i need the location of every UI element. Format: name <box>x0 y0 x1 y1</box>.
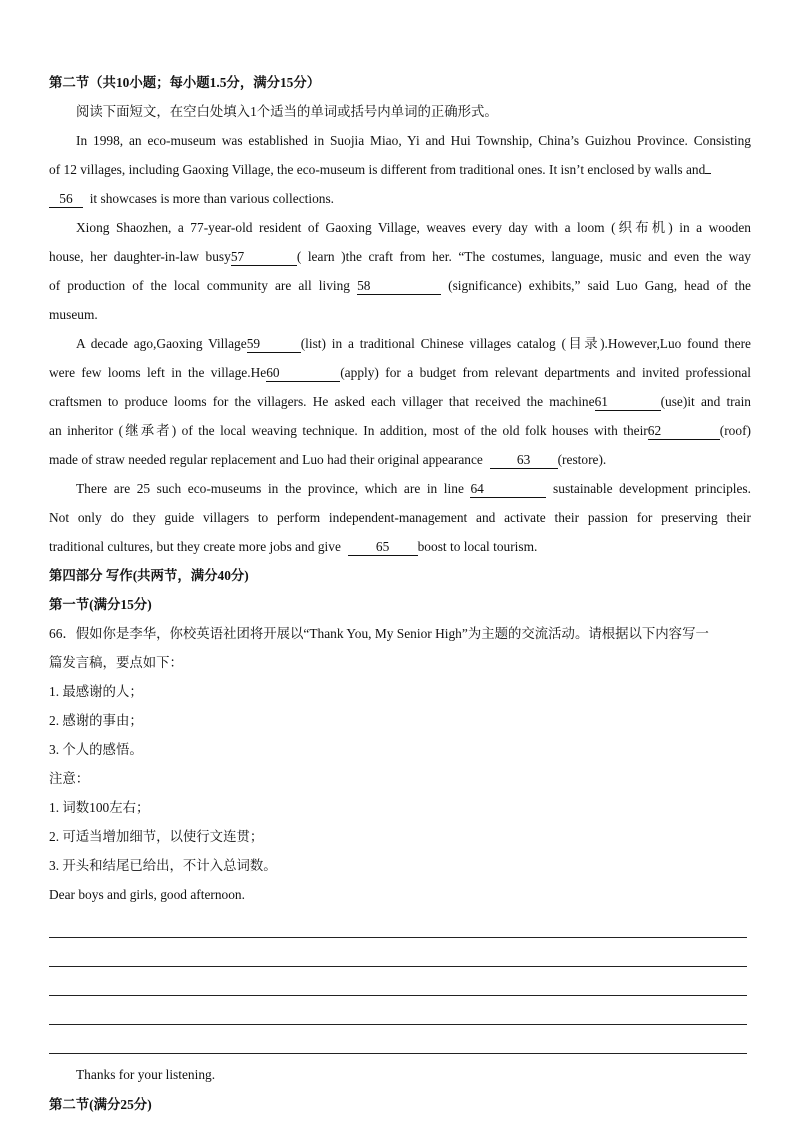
part4-section2-heading: 第二节(满分25分) <box>49 1097 152 1112</box>
part4-heading: 第四部分 写作(共两节，满分40分) <box>49 568 249 583</box>
blank-65[interactable]: 65 <box>348 539 418 556</box>
p4-line2: Not only do they guide villagers to perform independent-management and activate their passion for preserving their <box>49 510 751 525</box>
writing-line[interactable] <box>49 967 747 996</box>
note-2: 2. 可适当增加细节，以使行文连贯； <box>49 829 264 844</box>
p3-line5: made of straw needed regular replacement and Luo had their original appearance 63 (restore). <box>49 452 607 467</box>
p2-line3: of production of the local community are all living 58 (significance) exhibits,” said Luo Gang, head of the <box>49 278 751 293</box>
blank-60[interactable]: 60 <box>266 365 340 382</box>
q66-prompt-line2: 篇发言稿，要点如下： <box>49 655 183 670</box>
p3-line3: craftsmen to produce looms for the villagers. He asked each villager that received the machine61 (use)it and train <box>49 394 751 409</box>
p3-line1: A decade ago,Gaoxing Village59 (list) in a traditional Chinese villages catalog (目录).However,Luo found there <box>76 336 751 351</box>
blank-58[interactable]: 58 <box>357 278 441 295</box>
p2-line4: museum. <box>49 307 98 322</box>
blank-56[interactable]: 56 <box>49 191 83 208</box>
writing-line[interactable] <box>49 938 747 967</box>
p1-line2: of 12 villages, including Gaoxing Village, the eco-museum is different from traditional ones. It isn’t enclosed by walls and <box>49 155 751 184</box>
blank-63[interactable]: 63 <box>490 452 558 469</box>
p1-line3: 56 it showcases is more than various collections. <box>49 184 751 213</box>
exam-page <box>49 68 751 1119</box>
instruction: 阅读下面短文，在空白处填入1个适当的单词或括号内单词的正确形式。 <box>76 104 498 119</box>
note-1: 1. 词数100左右； <box>49 800 150 815</box>
blank-62[interactable]: 62 <box>648 423 720 440</box>
point-1: 1. 最感谢的人； <box>49 684 143 699</box>
p3-line2: were few looms left in the village.He60 (apply) for a budget from relevant departments and invited professional <box>49 365 751 380</box>
p3-line4: an inheritor (继承者) of the local weaving technique. In addition, most of the old folk houses with their62 (roof) <box>49 423 751 438</box>
blank-64[interactable]: 64 <box>470 481 546 498</box>
note-label: 注意： <box>49 771 90 786</box>
writing-line[interactable] <box>49 996 747 1025</box>
writing-line[interactable] <box>49 1025 747 1054</box>
section2-heading: 第二节（共10小题；每小题1.5分，满分15分） <box>49 75 321 90</box>
part4-section1-heading: 第一节(满分15分) <box>49 597 152 612</box>
blank-57[interactable]: 57 <box>231 249 297 266</box>
p4-line1: There are 25 such eco-museums in the province, which are in line 64 sustainable development principles. <box>76 481 751 496</box>
p2-line2: house, her daughter-in-law busy57 ( learn )the craft from her. “The costumes, language, music and even the way <box>49 249 751 264</box>
note-3: 3. 开头和结尾已给出，不计入总词数。 <box>49 858 277 873</box>
blank-59[interactable]: 59 <box>247 336 301 353</box>
essay-opening: Dear boys and girls, good afternoon. <box>49 887 245 902</box>
point-2: 2. 感谢的事由； <box>49 713 143 728</box>
blank-61[interactable]: 61 <box>595 394 661 411</box>
essay-closing: Thanks for your listening. <box>76 1067 216 1082</box>
writing-line[interactable] <box>49 909 747 938</box>
q66-prompt-line1: 66．假如你是李华，你校英语社团将开展以“Thank You, My Senior High”为主题的交流活动。请根据以下内容写一 <box>49 626 709 641</box>
p2-line1: Xiong Shaozhen, a 77-year-old resident of Gaoxing Village, weaves every day with a loom (织布机) in a wooden <box>76 220 751 235</box>
p1-line1: In 1998, an eco-museum was established in Suojia Miao, Yi and Hui Township, China’s Guizhou Province. Consisting <box>76 133 751 148</box>
point-3: 3. 个人的感悟。 <box>49 742 143 757</box>
p4-line3: traditional cultures, but they create more jobs and give 65 boost to local tourism. <box>49 539 538 554</box>
